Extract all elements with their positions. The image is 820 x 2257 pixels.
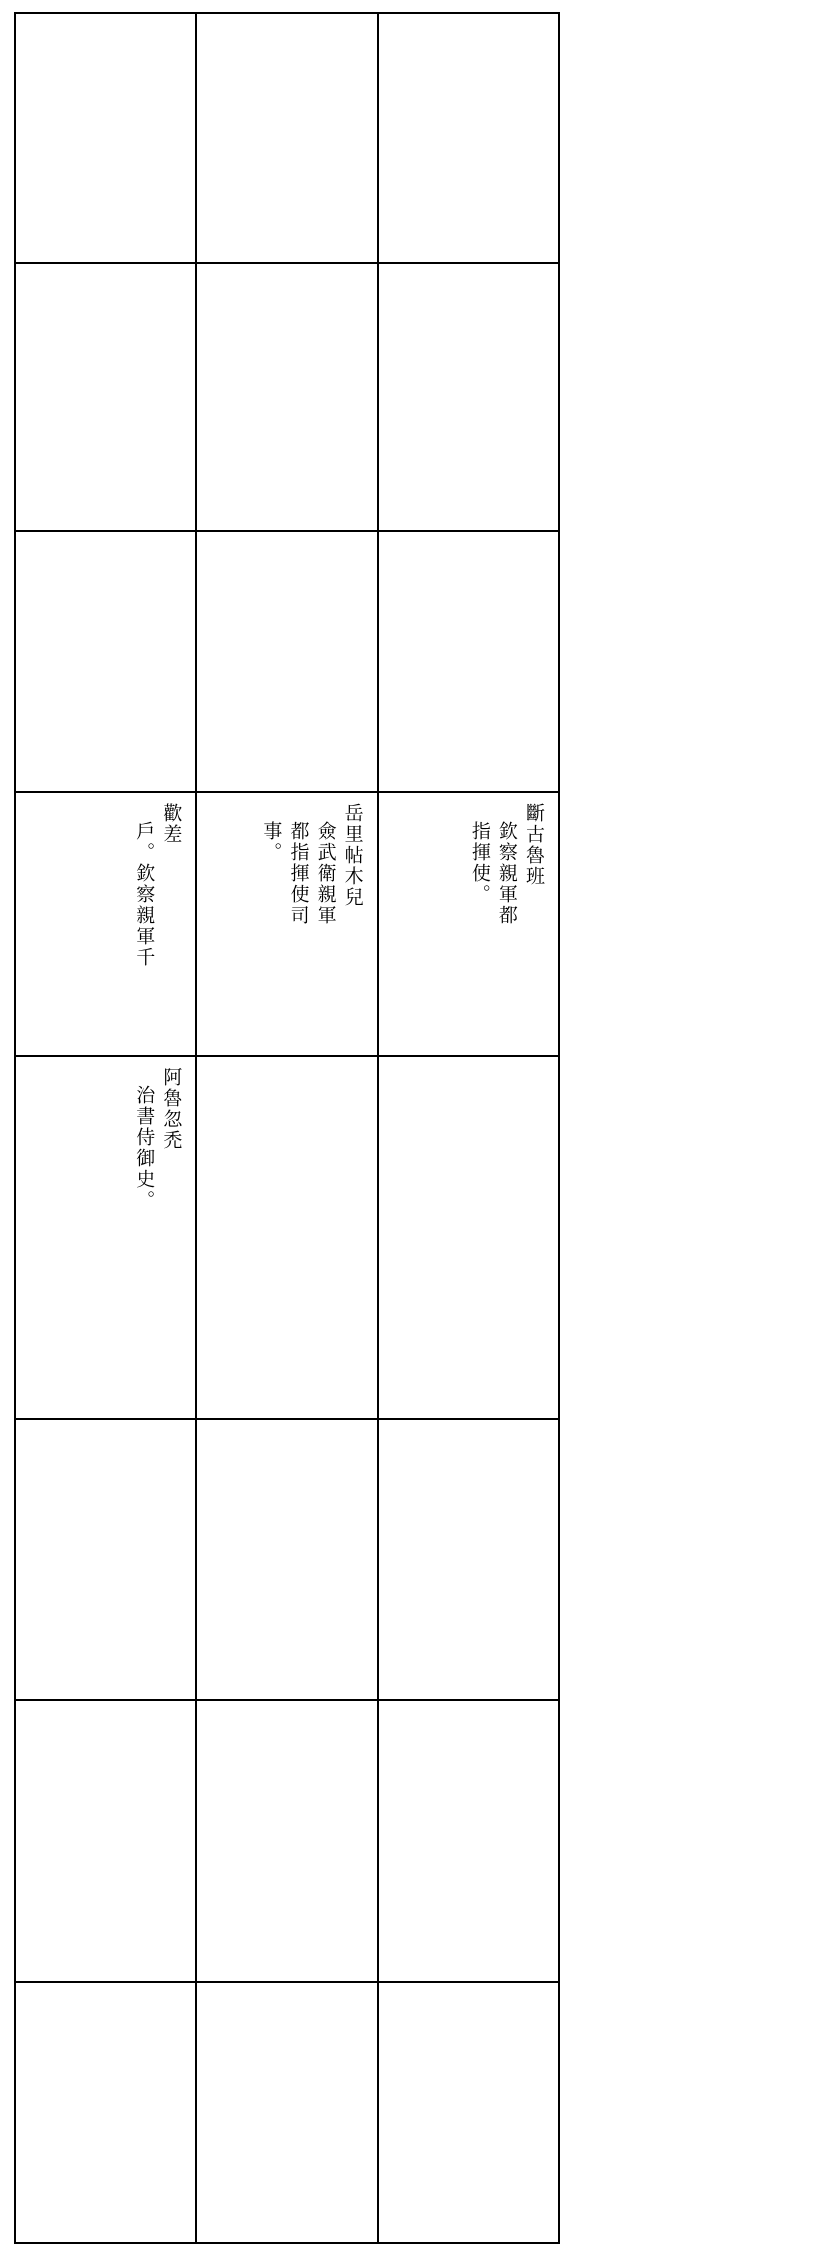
table-cell-r8c2 (196, 1982, 377, 2243)
document-table-wrapper (14, 12, 560, 2244)
table-cell-r3c1 (15, 531, 196, 792)
table-cell-r5c3 (378, 1056, 559, 1419)
entry-title-line2: 都指揮使司 (287, 821, 310, 927)
entry-name: 阿魯忽禿 (160, 1066, 183, 1151)
table-cell-r5c2 (196, 1056, 377, 1419)
table-cell-r4c3 (378, 792, 559, 1056)
table-row (15, 1982, 559, 2243)
table-row (15, 1056, 559, 1419)
table-cell-r5c1 (15, 1056, 196, 1419)
entry-title: 治書侍御史。 (133, 1084, 156, 1211)
entry-name: 歡差 (160, 803, 183, 846)
entry-title-line1: 欽察親軍都 (495, 821, 518, 927)
table-row (15, 531, 559, 792)
table-row (15, 263, 559, 531)
table-cell-r2c2 (196, 263, 377, 531)
table-cell-r8c1 (15, 1982, 196, 2243)
document-table (14, 12, 560, 2244)
entry-title-line2: 指揮使。 (468, 821, 491, 906)
table-cell-r1c2 (196, 13, 377, 263)
table-cell-r4c1 (15, 792, 196, 1056)
table-cell-r8c3 (378, 1982, 559, 2243)
table-cell-r7c3 (378, 1700, 559, 1981)
table-cell-r3c3 (378, 531, 559, 792)
table-row (15, 792, 559, 1056)
table-row (15, 1700, 559, 1981)
table-cell-r2c1 (15, 263, 196, 531)
entry-title: 戶。欽察親軍千 (133, 821, 156, 969)
entry-name: 岳里帖木兒 (341, 803, 364, 909)
table-cell-r1c3 (378, 13, 559, 263)
table-cell-r6c1 (15, 1419, 196, 1700)
entry-title-line1: 僉武衛親軍 (314, 821, 337, 927)
table-cell-r4c2 (196, 792, 377, 1056)
table-row (15, 13, 559, 263)
table-cell-r7c1 (15, 1700, 196, 1981)
table-row (15, 1419, 559, 1700)
table-cell-r6c2 (196, 1419, 377, 1700)
table-cell-r1c1 (15, 13, 196, 263)
table-cell-r6c3 (378, 1419, 559, 1700)
entry-title-line3: 事。 (260, 821, 283, 864)
table-cell-r2c3 (378, 263, 559, 531)
entry-name: 斷古魯班 (523, 803, 545, 888)
table-cell-r7c2 (196, 1700, 377, 1981)
table-cell-r3c2 (196, 531, 377, 792)
